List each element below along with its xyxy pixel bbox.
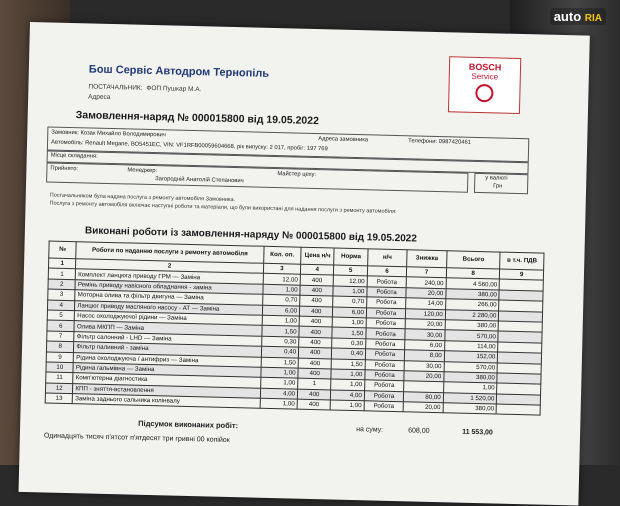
table-cell: 1,00	[333, 286, 367, 297]
index-cell: 5	[334, 265, 368, 276]
table-cell: 266,00	[445, 299, 499, 311]
table-cell: 4	[47, 300, 75, 311]
table-cell: 380,00	[443, 403, 497, 415]
table-cell: 400	[299, 316, 333, 327]
total-in-words: Одинадцять тисяч п'ятсот п'ятдесят три гривні 00 копійок	[43, 432, 230, 445]
table-cell: 3	[48, 289, 76, 300]
table-cell: 9	[46, 352, 74, 363]
table-cell: Робота	[365, 370, 405, 381]
table-cell: 7	[47, 331, 75, 342]
index-cell: 9	[500, 269, 544, 280]
table-cell: 8	[46, 341, 74, 352]
table-cell: 400	[300, 295, 334, 306]
table-cell: 6,00	[262, 305, 300, 316]
table-cell: 1,00	[260, 367, 298, 378]
table-cell: 240,00	[406, 277, 446, 288]
manager-name: Загородній Анатолій Степанович	[155, 176, 244, 185]
table-cell: Фільтр паливний - заміна	[74, 342, 261, 357]
works-header-cell: №	[49, 241, 77, 259]
table-cell: 20,00	[406, 288, 446, 299]
table-cell: 6,00	[333, 307, 367, 318]
table-cell: 1,00	[331, 379, 365, 390]
autoria-watermark: auto RIA	[550, 8, 606, 25]
table-cell: 1,50	[261, 357, 299, 368]
table-cell: 13	[45, 393, 73, 404]
table-cell: 1,50	[332, 327, 366, 338]
note-line-2: Послуга з ремонту автомобіля включає наступні роботи та матеріали, що були використані для надання послуги з ремонту автомобіля:	[49, 200, 397, 216]
table-cell: 6	[47, 320, 75, 331]
index-cell: 4	[300, 264, 334, 275]
place-label: Місце складання:	[50, 152, 98, 160]
currency-value: Грн	[493, 183, 503, 190]
currency-box	[474, 173, 528, 194]
address-label: Адреса	[88, 93, 111, 101]
works-header-cell: Кол. оп.	[263, 246, 301, 264]
table-cell: 12	[45, 383, 73, 394]
table-cell: 12,00	[263, 274, 301, 285]
table-cell: 0,30	[261, 336, 299, 347]
table-cell: 0,30	[332, 338, 366, 349]
table-cell: 1,00	[263, 284, 301, 295]
table-cell: 380,00	[445, 320, 499, 332]
table-cell: 8,00	[405, 350, 445, 361]
table-cell: 400	[298, 368, 332, 379]
table-cell: 12,00	[334, 275, 368, 286]
works-header-cell: н/ч	[367, 249, 407, 267]
works-header-cell: Роботи по наданню послуги з ремонту автомобіля	[76, 242, 264, 264]
sum-label: на суму:	[356, 426, 384, 434]
table-cell: 400	[297, 399, 331, 410]
works-header-cell: Цена н/ч	[301, 247, 335, 265]
index-cell: 8	[446, 268, 500, 280]
index-cell: 1	[48, 258, 76, 269]
company-title: Бош Сервіс Автодром Тернопіль	[88, 63, 270, 80]
order-document	[19, 22, 590, 506]
table-cell: 120,00	[406, 308, 446, 319]
table-cell: 1,00	[262, 315, 300, 326]
table-cell: КПП - зняття-встановлення	[73, 383, 260, 398]
index-cell: 6	[367, 266, 407, 277]
table-cell: Комп'ютерна діагностика	[73, 373, 260, 388]
table-cell: 400	[300, 285, 334, 296]
table-cell: 400	[297, 389, 331, 400]
works-header-cell: Всього	[446, 251, 500, 269]
table-cell: Заміна заднього сальника колінвалу	[73, 394, 260, 409]
table-cell: 400	[299, 337, 333, 348]
table-cell: Робота	[367, 276, 407, 287]
works-table	[45, 241, 545, 417]
table-cell: 1,00	[260, 398, 298, 409]
table-cell: 570,00	[444, 361, 498, 373]
table-cell: 30,00	[405, 329, 445, 340]
table-cell: 1,50	[332, 358, 366, 369]
table-cell	[496, 404, 540, 415]
table-cell: Робота	[364, 401, 404, 412]
table-cell: 10	[46, 362, 74, 373]
customer-name: Замовник: Козак Михайло Володимирович	[51, 129, 166, 139]
table-cell: 114,00	[444, 340, 498, 352]
table-cell: 1,50	[261, 326, 299, 337]
table-cell: 11	[46, 372, 74, 383]
table-cell: 2 280,00	[445, 309, 499, 321]
table-cell: Робота	[366, 307, 406, 318]
table-cell: Рідина гальмівна — Заміна	[73, 363, 260, 378]
works-header-cell: Норма	[334, 248, 368, 266]
manager-label: Менеджер:	[127, 167, 158, 175]
table-cell: 1,00	[443, 382, 497, 394]
table-cell: Комплект ланцюга приводу ГРМ — Заміна	[76, 269, 263, 284]
table-cell: Робота	[367, 287, 407, 298]
table-cell: Моторна олива та фільтр двигуна — Заміна	[75, 290, 262, 305]
table-cell: 570,00	[445, 330, 499, 342]
grand-total: 11 553,00	[462, 428, 493, 437]
table-cell: 0,40	[261, 346, 299, 357]
table-cell: 4,00	[331, 390, 365, 401]
table-cell: 6,00	[405, 339, 445, 350]
table-cell: Робота	[366, 318, 406, 329]
table-cell: 0,70	[333, 296, 367, 307]
table-cell: 20,00	[405, 319, 445, 330]
note-line-1: Постачальником була надана послуга з ремонту автомобіля Замовника.	[49, 192, 236, 204]
order-title: Замовлення-наряд № 000015800 від 19.05.2022	[75, 109, 320, 128]
table-cell: Робота	[365, 359, 405, 370]
works-header-cell: в т.ч. ПДВ	[500, 252, 544, 270]
supplier-value: ФОП Пушкар М.А.	[146, 84, 202, 94]
currency-label: у валюті	[485, 175, 508, 182]
supplier-label: ПОСТАЧАЛЬНИК:	[88, 83, 143, 92]
table-cell: 0,40	[332, 348, 366, 359]
table-cell: 14,00	[406, 298, 446, 309]
table-cell: 1,00	[333, 317, 367, 328]
table-cell: Ремінь приводу навісного обладнання - заміна	[75, 279, 262, 294]
table-cell: 400	[299, 327, 333, 338]
table-cell: 30,00	[404, 360, 444, 371]
master-label: Майстер цеху:	[277, 171, 317, 179]
discount-total: 608,00	[408, 427, 430, 435]
bosch-service-logo: BOSCH Service	[448, 56, 521, 114]
table-cell: Робота	[365, 339, 405, 350]
table-cell: 1,00	[331, 400, 365, 411]
index-cell: 2	[76, 259, 263, 274]
table-cell: 4 560,00	[446, 278, 500, 290]
table-cell: 1	[48, 268, 76, 279]
table-cell: 380,00	[446, 289, 500, 301]
works-header-cell: Знижка	[407, 250, 447, 268]
table-cell: Робота	[366, 297, 406, 308]
table-cell: 152,00	[444, 351, 498, 363]
table-cell: Робота	[366, 328, 406, 339]
table-cell: 80,00	[404, 391, 444, 402]
customer-phone: Телефони: 0987420461	[408, 138, 472, 146]
customer-address: Адреса замовника	[318, 136, 369, 144]
index-cell: 7	[407, 267, 447, 278]
table-cell: 1 520,00	[443, 392, 497, 404]
table-cell: Ланцюг приводу масляного насосу - АТ — Заміна	[75, 300, 262, 315]
table-cell: 5	[47, 310, 75, 321]
table-cell: Робота	[365, 349, 405, 360]
table-cell: Фільтр салонний - LHD — Заміна	[74, 331, 261, 346]
table-cell: Олива МКПП — Заміна	[74, 321, 261, 336]
summary-label: Підсумок виконаних робіт:	[138, 418, 239, 431]
table-cell: 400	[298, 347, 332, 358]
table-cell: 400	[298, 358, 332, 369]
works-title: Виконані роботи із замовлення-наряду № 000015800 від 19.05.2022	[84, 225, 418, 245]
accepted-label: Прийнято:	[50, 165, 79, 173]
table-cell: 1,00	[331, 369, 365, 380]
table-cell: Робота	[364, 380, 404, 391]
car-info: Автомобіль: Renault Megane, ВО5451ЕС, VIN: VF1RFB00059604668, рік випуску: 2 017, пробіг: 197 769	[50, 139, 328, 153]
table-cell: 400	[299, 306, 333, 317]
table-cell: 1	[298, 378, 332, 389]
table-cell: 400	[300, 275, 334, 286]
table-cell: 0,70	[262, 294, 300, 305]
table-cell: 380,00	[444, 372, 498, 384]
table-cell: 2	[48, 279, 76, 290]
table-cell: Робота	[364, 390, 404, 401]
table-cell: Насос охолоджуючої рідини — Заміна	[75, 311, 262, 326]
table-cell: 20,00	[404, 371, 444, 382]
index-cell: 3	[263, 263, 301, 274]
table-cell: 20,00	[403, 402, 443, 413]
table-cell: Рідина охолоджуюча / антифриз — Заміна	[74, 352, 261, 367]
table-cell: 1,00	[260, 378, 298, 389]
table-cell: 4,00	[260, 388, 298, 399]
